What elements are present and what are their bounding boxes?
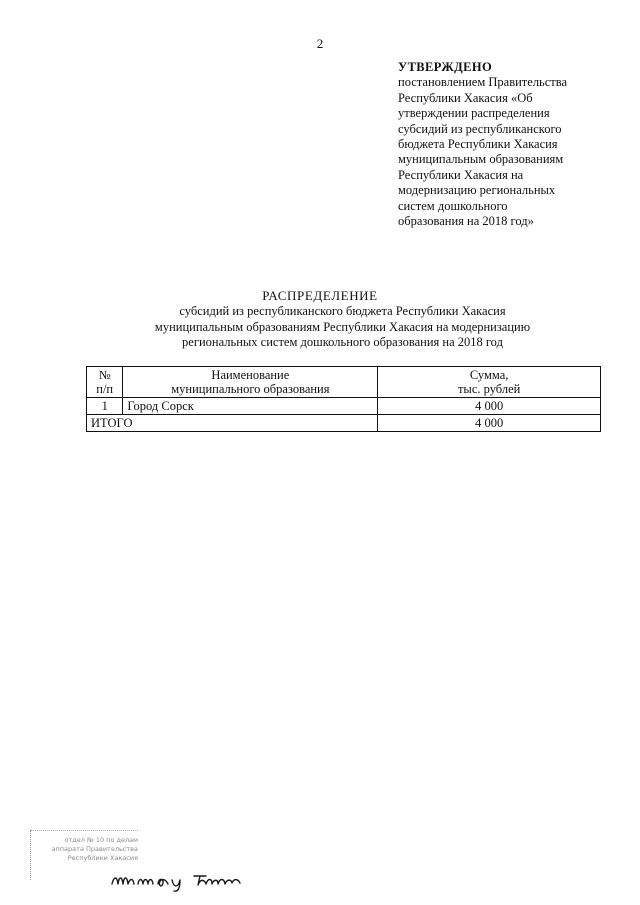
header-name (123, 367, 378, 398)
document-subtitle (100, 304, 585, 351)
header-sum (378, 367, 601, 398)
table-row (87, 398, 601, 415)
header-number (87, 367, 123, 398)
approval-line: муниципальным образованиям (398, 152, 564, 167)
approval-line: модернизацию региональных (398, 183, 556, 198)
stamp-line: аппарата Правительства (51, 845, 138, 853)
document-title: РАСПРЕДЕЛЕНИЕ (262, 288, 378, 303)
handwritten-signature (108, 866, 268, 892)
total-label: ИТОГО (87, 415, 378, 432)
stamp-line: Республики Хакасия (67, 854, 138, 862)
approval-line: утверждении распределения (398, 106, 550, 121)
approval-line: систем дошкольного (398, 198, 508, 213)
row-municipality: Город Сорск (123, 398, 378, 415)
approval-line: постановлением Правительства (398, 75, 568, 90)
table-total-row (87, 415, 601, 432)
approval-heading: УТВЕРЖДЕНО (398, 60, 493, 74)
header-name-line: муниципального образования (171, 382, 330, 396)
header-number-line: п/п (96, 382, 114, 396)
header-sum-line: Сумма, (469, 368, 509, 382)
subtitle-line: муниципальным образованиям Республики Хакасия на модернизацию (154, 319, 531, 334)
header-sum-line: тыс. рублей (457, 382, 521, 396)
stamp-line: отдел № 10 по делам (64, 836, 138, 844)
approval-line: Республики Хакасия «Об (398, 90, 533, 105)
row-number: 1 (87, 398, 123, 415)
approval-line: образования на 2018 год» (398, 214, 534, 229)
header-name-line: Наименование (211, 368, 290, 382)
total-sum: 4 000 (378, 415, 601, 432)
page-number: 2 (316, 36, 324, 51)
row-sum: 4 000 (378, 398, 601, 415)
subtitle-line: субсидий из республиканского бюджета Республики Хакасия (179, 304, 506, 318)
subtitle-line: региональных систем дошкольного образования на 2018 год (182, 335, 503, 349)
approval-line: Республики Хакасия на (398, 167, 524, 182)
header-number-line: № (98, 368, 111, 382)
distribution-table (86, 366, 601, 432)
approval-line: бюджета Республики Хакасия (398, 137, 558, 152)
table-header-row (87, 367, 601, 398)
approval-line: субсидий из республиканского (398, 121, 562, 136)
approval-block (398, 60, 598, 229)
